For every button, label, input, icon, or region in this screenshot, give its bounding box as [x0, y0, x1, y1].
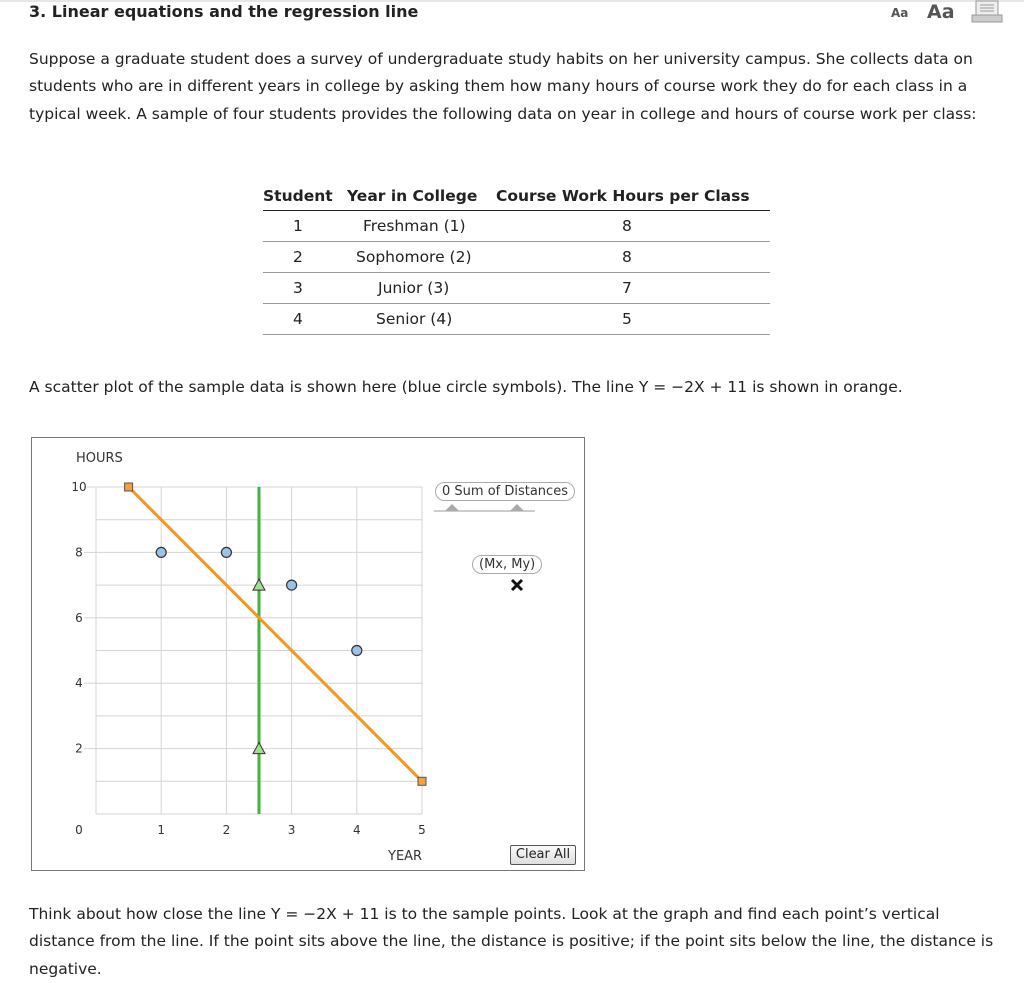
cell-year: Sophomore (2) — [347, 242, 496, 273]
mean-point-label: (Mx, My) — [472, 555, 542, 574]
clear-all-button[interactable]: Clear All — [510, 845, 576, 865]
scatter-description: A scatter plot of the sample data is shown here (blue circle symbols). The line Y = −2X + 11 is shown in orange. — [29, 378, 903, 396]
sum-slider-handle-left[interactable] — [445, 504, 459, 511]
table-row — [263, 304, 770, 335]
regression-line — [129, 487, 422, 781]
intro-paragraph: Suppose a graduate student does a survey of undergraduate study habits on her university campus. She collects data on students who are in different years in college by asking them how many hours of course work they do for each class in a typical week. A sample of four students provides the following data on year in college and hours of course work per class: — [29, 50, 977, 123]
x-tick-label: 3 — [287, 823, 296, 837]
font-size-small-button[interactable]: Aa — [891, 6, 909, 20]
y-tick-label: 8 — [75, 545, 83, 560]
mean-point-marker[interactable] — [512, 580, 522, 590]
data-point — [221, 547, 231, 557]
table-row — [263, 242, 770, 273]
data-point — [352, 646, 362, 656]
y-tick-label: 10 — [71, 480, 87, 494]
table-row — [263, 273, 770, 304]
y-tick-label: 0 — [75, 823, 83, 837]
table-row — [263, 211, 770, 242]
cell-student: 3 — [263, 273, 347, 304]
footer-paragraph: Think about how close the line Y = −2X + 11 is to the sample points. Look at the graph and find each point’s vertical distance from the line. If the point sits above the line, the distance is positive; if the point sits below the line, the distance is negative. — [29, 905, 994, 978]
cell-hours: 8 — [496, 242, 770, 273]
cell-year: Junior (3) — [347, 273, 496, 304]
line-handle-start[interactable] — [125, 483, 133, 491]
data-point — [156, 547, 166, 557]
sum-of-distances-label: 0 Sum of Distances — [435, 482, 575, 501]
y-tick-label: 4 — [75, 676, 83, 691]
cell-student: 1 — [263, 211, 347, 242]
y-tick-label: 2 — [75, 741, 83, 756]
y-tick-label: 6 — [75, 610, 83, 625]
line-handle-end[interactable] — [418, 777, 426, 785]
cell-year: Senior (4) — [347, 304, 496, 335]
header-student: Student — [263, 183, 347, 211]
cell-year: Freshman (1) — [347, 211, 496, 242]
x-tick-label: 4 — [352, 823, 361, 837]
data-point — [287, 580, 297, 590]
x-axis-label: YEAR — [388, 849, 423, 864]
guide-triangle-handle[interactable] — [253, 579, 265, 590]
axis-ticks — [71, 480, 425, 837]
header-year: Year in College — [347, 183, 496, 211]
x-tick-label: 2 — [222, 823, 231, 837]
guide-triangle-handle[interactable] — [253, 743, 265, 754]
question-title: 3. Linear equations and the regression line — [29, 2, 419, 21]
table-header-row — [263, 183, 770, 211]
x-tick-label: 5 — [418, 823, 426, 837]
x-tick-label: 1 — [157, 823, 166, 837]
font-size-large-button[interactable]: Aa — [927, 1, 955, 23]
sum-slider-handle-right[interactable] — [510, 504, 524, 511]
graph-panel — [31, 437, 585, 871]
header-hours: Course Work Hours per Class — [496, 183, 770, 211]
y-axis-label: HOURS — [76, 451, 123, 466]
cell-hours: 8 — [496, 211, 770, 242]
cell-hours: 5 — [496, 304, 770, 335]
printer-icon[interactable] — [971, 0, 1003, 28]
cell-student: 2 — [263, 242, 347, 273]
plot-marks — [125, 483, 426, 814]
cell-hours: 7 — [496, 273, 770, 304]
cell-student: 4 — [263, 304, 347, 335]
scatter-plot[interactable] — [32, 438, 586, 872]
data-table — [263, 183, 770, 335]
